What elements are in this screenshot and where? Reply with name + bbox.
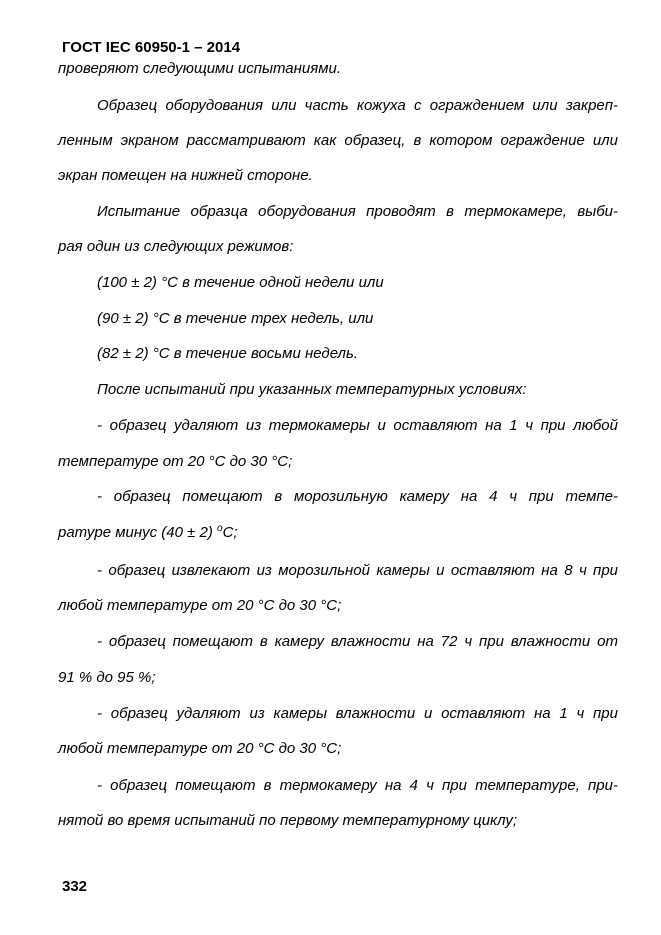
- text-line-20: любой температуре от 20 °С до 30 °С;: [58, 740, 342, 757]
- text-line-2: Образец оборудования или часть кожуха с ограждением или закреп-: [97, 97, 618, 114]
- text-line-6: рая один из следующих режимов:: [58, 238, 294, 255]
- text-line-9: (82 ± 2) °С в течение восьми недель.: [97, 345, 359, 362]
- text-line-13: - образец помещают в морозильную камеру на 4 ч при темпе-: [97, 488, 618, 505]
- degree-superscript: o: [217, 523, 223, 534]
- text-line-18: 91 % до 95 %;: [58, 669, 156, 686]
- text-line-10: После испытаний при указанных температурных условиях:: [97, 381, 527, 398]
- text-line-8: (90 ± 2) °С в течение трех недель, или: [97, 310, 374, 327]
- text-line-14: [58, 524, 238, 541]
- text-line-11: - образец удаляют из термокамеры и оставляют на 1 ч при любой: [97, 417, 618, 434]
- text-line-12: температуре от 20 °С до 30 °С;: [58, 453, 293, 470]
- text-line-15: - образец извлекают из морозильной камеры и оставляют на 8 ч при: [97, 562, 618, 579]
- text-line-14-a: ратуре минус (40 ± 2): [58, 524, 218, 541]
- text-line-19: - образец удаляют из камеры влажности и оставляют на 1 ч при: [97, 705, 618, 722]
- text-line-5: Испытание образца оборудования проводят в термокамере, выби-: [97, 203, 618, 220]
- text-line-14-b: С;: [222, 524, 238, 541]
- text-line-16: любой температуре от 20 °С до 30 °С;: [58, 597, 342, 614]
- text-line-7: (100 ± 2) °С в течение одной недели или: [97, 274, 384, 291]
- text-line-22: нятой во время испытаний по первому температурному циклу;: [58, 812, 518, 829]
- text-line-4: экран помещен на нижней стороне.: [58, 167, 313, 184]
- text-line-1: проверяют следующими испытаниями.: [58, 60, 342, 77]
- text-line-21: - образец помещают в термокамеру на 4 ч при температуре, при-: [97, 777, 618, 794]
- text-line-17: - образец помещают в камеру влажности на 72 ч при влажности от: [97, 633, 618, 650]
- text-line-3: ленным экраном рассматривают как образец, в котором ограждение или: [58, 132, 618, 149]
- page-number: 332: [62, 878, 88, 895]
- document-header: ГОСТ IEC 60950-1 – 2014: [62, 39, 241, 56]
